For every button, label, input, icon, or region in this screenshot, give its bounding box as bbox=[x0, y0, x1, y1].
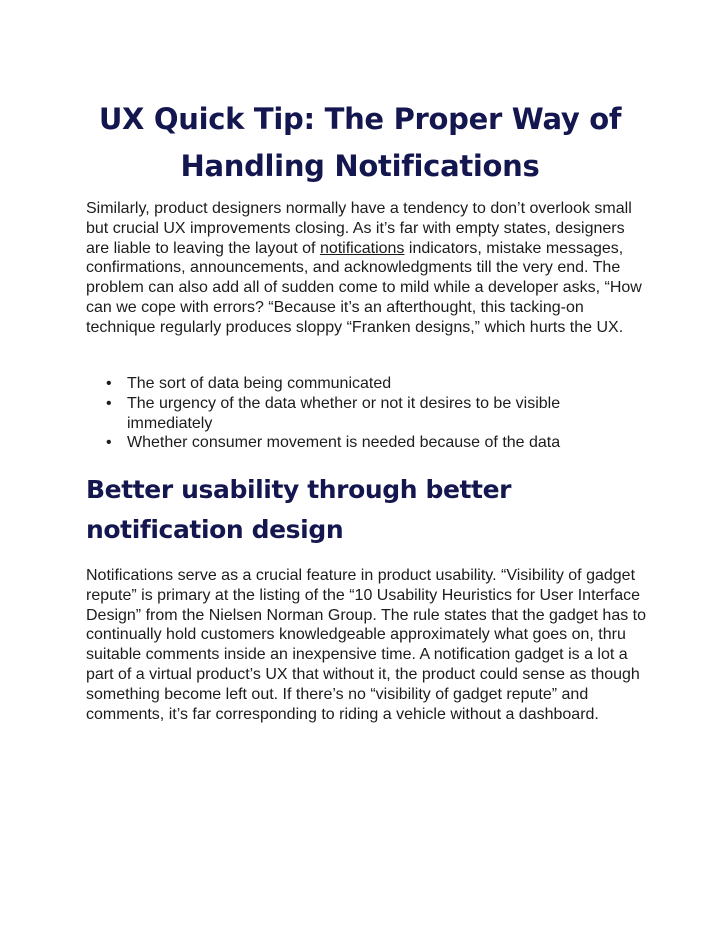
list-item bbox=[86, 433, 646, 453]
notifications-link[interactable]: notifications bbox=[319, 239, 405, 257]
bullet-text: The sort of data being communicated bbox=[127, 375, 392, 392]
list-item bbox=[86, 374, 646, 394]
intro-paragraph bbox=[86, 199, 646, 338]
list-item bbox=[86, 394, 646, 434]
bullet-text: The urgency of the data whether or not it desires to be visible immediately bbox=[127, 394, 561, 432]
bullet-dot-icon: • bbox=[106, 375, 112, 392]
page-title: UX Quick Tip: The Proper Way of Handling Notifications bbox=[98, 102, 622, 183]
section-body-paragraph: Notifications serve as a crucial feature in product usability. “Visibility of gadget repute” is primary at the listing of the “10 Usability Heuristics for User Interface Design” from the Nielsen Norman Group. The rule states that the gadget has to continually hold customers knowledgeable approximately what goes on, thru suitable comments inside an inexpensive time. A notification gadget is a lot a part of a virtual product’s UX that without it, the product could sense as though something become left out. If there’s no “visibility of gadget repute” and comments, it’s far corresponding to riding a vehicle without a dashboard. bbox=[86, 567, 646, 723]
bullet-dot-icon: • bbox=[106, 394, 112, 412]
intro-text-before-link: Similarly, product designers normally have a tendency to don’t overlook small but crucial UX improvements closing. As it’s far with empty states, designers are liable to leaving the layout of bbox=[86, 200, 632, 257]
intro-text-after-link: indicators, mistake messages, confirmations, announcements, and acknowledgments till the very end. The problem can also add all of sudden come to mild while a developer asks, “How can we cope with errors? “Because it’s an afterthought, this tacking-on technique regularly produces sloppy “Franken designs,” which hurts the UX. bbox=[86, 239, 642, 336]
bullet-dot-icon: • bbox=[106, 434, 112, 452]
bullet-list bbox=[86, 374, 646, 453]
bullet-text: Whether consumer movement is needed because of the data bbox=[127, 434, 561, 452]
section-heading: Better usability through better notification design bbox=[86, 475, 512, 544]
